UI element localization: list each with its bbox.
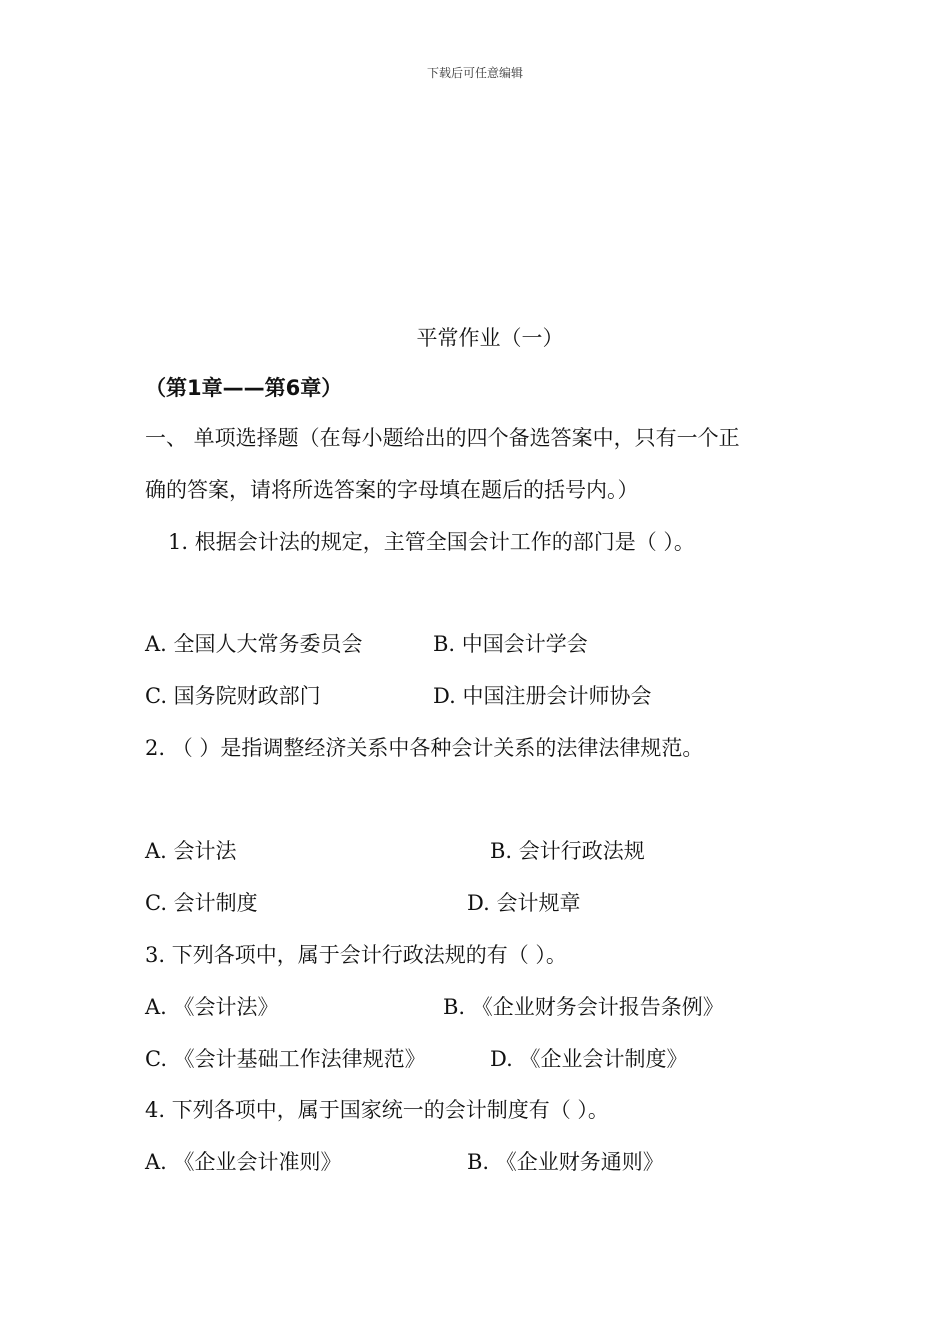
question-2-option-b: B. 会计行政法规 bbox=[490, 839, 645, 863]
question-2-option-d: D. 会计规章 bbox=[467, 891, 581, 915]
question-1-option-a: A. 全国人大常务委员会 bbox=[145, 632, 363, 656]
question-2-option-c: C. 会计制度 bbox=[145, 891, 258, 915]
question-2-option-a: A. 会计法 bbox=[145, 839, 237, 863]
question-1-stem: 1. 根据会计法的规定，主管全国会计工作的部门是（ ）。 bbox=[168, 530, 695, 554]
question-1-option-b: B. 中国会计学会 bbox=[433, 632, 588, 656]
question-3-option-b: B. 《企业财务会计报告条例》 bbox=[443, 995, 724, 1019]
question-3-option-c: C. 《会计基础工作法律规范》 bbox=[145, 1047, 426, 1071]
question-2-stem: 2. （ ）是指调整经济关系中各种会计关系的法律法律规范。 bbox=[145, 736, 704, 760]
chapter-range: （第1章——第6章） bbox=[145, 376, 343, 400]
section-heading-line2: 确的答案，请将所选答案的字母填在题后的括号内。） bbox=[145, 478, 639, 502]
question-4-stem: 4. 下列各项中，属于国家统一的会计制度有（ ）。 bbox=[145, 1098, 609, 1122]
question-3-option-a: A. 《会计法》 bbox=[145, 995, 279, 1019]
section-heading-line1: 一、 单项选择题（在每小题给出的四个备选答案中，只有一个正 bbox=[145, 426, 740, 450]
question-1-option-c: C. 国务院财政部门 bbox=[145, 684, 321, 708]
header-note: 下载后可任意编辑 bbox=[426, 66, 523, 80]
question-4-option-b: B. 《企业财务通则》 bbox=[467, 1150, 664, 1174]
document-title: 平常作业（一） bbox=[416, 326, 564, 350]
question-3-option-d: D. 《企业会计制度》 bbox=[490, 1047, 688, 1071]
question-4-option-a: A. 《企业会计准则》 bbox=[145, 1150, 342, 1174]
question-3-stem: 3. 下列各项中，属于会计行政法规的有（ ）。 bbox=[145, 943, 567, 967]
question-1-option-d: D. 中国注册会计师协会 bbox=[433, 684, 652, 708]
